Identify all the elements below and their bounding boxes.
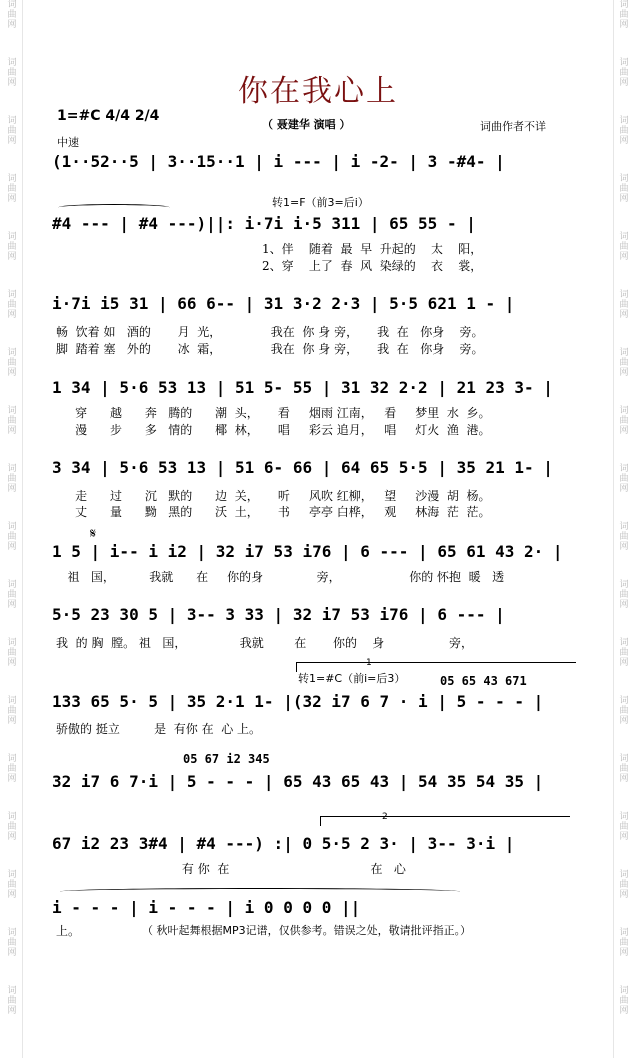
watermark-seal: 词 曲 网	[619, 928, 629, 958]
lyric-line: 2、穿 上了 春 风 染绿的 衣 裳，	[262, 259, 483, 273]
footnote: （ 秋叶起舞根据MP3记谱，仅供参考。错误之处，敬请批评指正。）	[142, 924, 472, 937]
score-line: 3 34 | 5·6 53 13 | 51 6- 66 | 64 65 5·5 | 35 21 1- |	[52, 458, 553, 477]
watermark-seal: 词 曲 网	[619, 290, 629, 320]
tempo-marking: 中速	[57, 136, 79, 149]
lyric-line: 漫 步 多 情的 椰 林， 唱 彩云 追月， 唱 灯火 渔 港。	[56, 423, 491, 437]
author-credit: 词曲作者不详	[480, 120, 546, 133]
key-signature: 1=#C 4/4 2/4	[57, 108, 160, 124]
watermark-seal: 词 曲 网	[619, 580, 629, 610]
watermark-seal: 词 曲 网	[7, 464, 17, 494]
volta-number: 2	[382, 812, 388, 822]
lyric-line: 有 你 在 在 心	[56, 862, 406, 876]
lyric-line: 上。	[56, 924, 81, 938]
lyric-line: 丈 量 黝 黑的 沃 土， 书 亭亭 白桦， 观 林海 茫 茫。	[56, 505, 491, 519]
watermark-seal: 词 曲 网	[7, 754, 17, 784]
score-line: 67 i2 23 3#4 | #4 ---) :| 0 5·5 2 3· | 3-- 3·i |	[52, 834, 515, 853]
watermark-right	[616, 0, 632, 1058]
score-line: 133 65 5· 5 | 35 2·1 1- |(32 i7 6 7 · i | 5 - - - |	[52, 692, 544, 711]
lyric-line: 畅 饮着 如 酒的 月 光， 我在 你 身 旁， 我 在 你身 旁。	[56, 325, 484, 339]
watermark-seal: 词 曲 网	[7, 174, 17, 204]
watermark-seal: 词 曲 网	[619, 174, 629, 204]
watermark-seal: 词 曲 网	[7, 522, 17, 552]
modulation-marking: 转1=F（前3=后i）	[272, 196, 369, 209]
watermark-seal: 词 曲 网	[7, 812, 17, 842]
lyric-line: 我 的 胸 膛。 祖 国， 我就 在 你的 身 旁，	[56, 636, 474, 650]
watermark-seal: 词 曲 网	[619, 870, 629, 900]
ornament-notes: 05 67 i2 345	[183, 752, 270, 766]
ornament-notes: 05 65 43 671	[440, 674, 527, 688]
watermark-seal: 词 曲 网	[619, 812, 629, 842]
modulation-marking: 转1=#C（前i=后3）	[298, 672, 406, 685]
score-line: 5·5 23 30 5 | 3-- 3 33 | 32 i7 53 i76 | 6 --- |	[52, 605, 505, 624]
volta-bracket	[296, 662, 297, 672]
watermark-seal: 词 曲 网	[7, 928, 17, 958]
watermark-seal: 词 曲 网	[619, 348, 629, 378]
score-line: (1··52··5 | 3··15··1 | i --- | i -2- | 3 -#4- |	[52, 152, 505, 171]
watermark-seal: 词 曲 网	[7, 348, 17, 378]
lyric-line: 走 过 沉 默的 边 关， 听 风吹 红柳， 望 沙漫 胡 杨。	[56, 489, 491, 503]
score-line: 1 34 | 5·6 53 13 | 51 5- 55 | 31 32 2·2 | 21 23 3- |	[52, 378, 553, 397]
watermark-seal: 词 曲 网	[7, 406, 17, 436]
lyric-line: 祖 国， 我就 在 你的身 旁， 你的 怀抱 暖 透	[56, 570, 505, 584]
volta-number: 1	[366, 658, 372, 668]
score-line: i - - - | i - - - | i 0 0 0 0 ||	[52, 898, 361, 917]
watermark-seal: 词 曲 网	[7, 290, 17, 320]
watermark-seal: 词 曲 网	[619, 754, 629, 784]
lyric-line: 脚 踏着 塞 外的 冰 霜， 我在 你 身 旁， 我 在 你身 旁。	[56, 342, 484, 356]
watermark-seal: 词 曲 网	[619, 986, 629, 1016]
lyric-line: 1、伴 随着 最 早 升起的 太 阳，	[262, 242, 483, 256]
watermark-left	[4, 0, 20, 1058]
watermark-seal: 词 曲 网	[619, 696, 629, 726]
tie-mark	[58, 204, 170, 211]
volta-bracket	[320, 816, 321, 826]
watermark-seal: 词 曲 网	[7, 638, 17, 668]
score-line: 1 5 | i-- i i2 | 32 i7 53 i76 | 6 --- | 65 61 43 2· |	[52, 542, 563, 561]
page-edge-left	[22, 0, 23, 1058]
watermark-seal: 词 曲 网	[619, 522, 629, 552]
watermark-seal: 词 曲 网	[619, 58, 629, 88]
score-line: 32 i7 6 7·i | 5 - - - | 65 43 65 43 | 54 35 54 35 |	[52, 772, 544, 791]
watermark-seal: 词 曲 网	[619, 116, 629, 146]
volta-bracket	[320, 816, 570, 817]
score-line: #4 --- | #4 ---)||: i·7i i·5 311 | 65 55 - |	[52, 214, 476, 233]
volta-bracket	[296, 662, 576, 663]
singer-credit: （ 聂建华 演唱 ）	[262, 118, 351, 131]
watermark-seal: 词 曲 网	[7, 58, 17, 88]
song-title: 你在我心上	[238, 74, 398, 109]
segno-sign: 𝄋	[90, 526, 97, 542]
tie-mark	[60, 888, 460, 895]
lyric-line: 骄傲的 挺立 是 有你 在 心 上。	[56, 722, 262, 736]
watermark-seal: 词 曲 网	[7, 116, 17, 146]
watermark-seal: 词 曲 网	[7, 232, 17, 262]
watermark-seal: 词 曲 网	[7, 986, 17, 1016]
watermark-seal: 词 曲 网	[7, 580, 17, 610]
page-edge-right	[613, 0, 614, 1058]
watermark-seal: 词 曲 网	[619, 406, 629, 436]
watermark-seal: 词 曲 网	[7, 0, 17, 30]
watermark-seal: 词 曲 网	[619, 0, 629, 30]
watermark-seal: 词 曲 网	[619, 638, 629, 668]
score-line: i·7i i5 31 | 66 6-- | 31 3·2 2·3 | 5·5 621 1 - |	[52, 294, 515, 313]
watermark-seal: 词 曲 网	[619, 232, 629, 262]
watermark-seal: 词 曲 网	[619, 464, 629, 494]
watermark-seal: 词 曲 网	[7, 696, 17, 726]
lyric-line: 穿 越 奔 腾的 潮 头， 看 烟雨 江南， 看 梦里 水 乡。	[56, 406, 491, 420]
watermark-seal: 词 曲 网	[7, 870, 17, 900]
